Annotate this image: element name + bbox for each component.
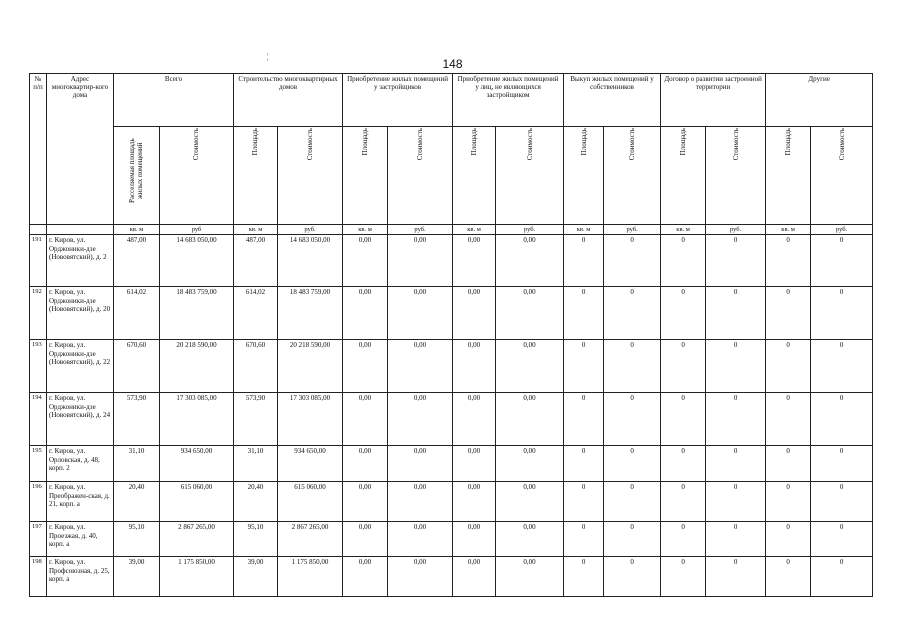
table-row	[30, 340, 873, 393]
header-number: № п/п	[30, 74, 47, 225]
row-value: 0	[706, 235, 766, 287]
row-value: 0,00	[343, 446, 388, 482]
row-value: 0	[766, 235, 811, 287]
unit-rub: руб.	[706, 225, 766, 235]
row-value: 0	[604, 235, 661, 287]
row-value: 17 303 085,00	[278, 393, 343, 446]
row-value: 0	[766, 557, 811, 597]
row-value: 2 867 265,00	[160, 522, 234, 557]
row-value: 0,00	[388, 522, 453, 557]
row-value: 0,00	[388, 446, 453, 482]
row-value: 0	[706, 557, 766, 597]
header-non-developers-cost: Стоимость	[496, 127, 564, 225]
unit-rub: руб.	[388, 225, 453, 235]
row-value: 0	[811, 557, 873, 597]
row-address: г. Киров, ул. Орджоники-дзе (Нововятский), д. 22	[47, 340, 114, 393]
row-value: 0,00	[343, 557, 388, 597]
row-value: 0	[766, 482, 811, 522]
unit-area: кв. м	[564, 225, 604, 235]
row-number: 197	[30, 522, 47, 557]
unit-area: кв. м	[234, 225, 278, 235]
header-group-buyout: Выкуп жилых помещений у собственников	[564, 74, 661, 127]
table-row	[30, 446, 873, 482]
row-value: 0,00	[343, 393, 388, 446]
row-value: 0,00	[496, 482, 564, 522]
row-value: 18 483 759,00	[160, 287, 234, 340]
row-value: 0,00	[343, 522, 388, 557]
row-value: 487,00	[114, 235, 160, 287]
row-value: 0	[564, 522, 604, 557]
row-value: 39,00	[114, 557, 160, 597]
row-value: 0,00	[453, 557, 496, 597]
row-value: 31,10	[234, 446, 278, 482]
row-value: 0	[604, 482, 661, 522]
row-value: 614,02	[114, 287, 160, 340]
row-number: 198	[30, 557, 47, 597]
row-value: 0,00	[343, 235, 388, 287]
unit-rub: руб.	[604, 225, 661, 235]
header-buyout-area: Площадь	[564, 127, 604, 225]
row-value: 0	[661, 340, 706, 393]
row-number: 192	[30, 287, 47, 340]
row-value: 0,00	[343, 482, 388, 522]
row-value: 31,10	[114, 446, 160, 482]
row-value: 0	[766, 340, 811, 393]
row-value: 0,00	[496, 340, 564, 393]
row-value: 0	[604, 340, 661, 393]
row-address: г. Киров, ул. Орджоники-дзе (Нововятский), д. 20	[47, 287, 114, 340]
header-group-developers: Приобретение жилых помещений у застройщиков	[343, 74, 453, 127]
row-value: 0	[706, 340, 766, 393]
header-total-cost: Стоимость	[160, 127, 234, 225]
row-value: 0,00	[388, 287, 453, 340]
header-non-developers-area: Площадь	[453, 127, 496, 225]
row-value: 0,00	[496, 522, 564, 557]
row-value: 0	[766, 446, 811, 482]
header-address: Адрес многоквартир-кого дома	[47, 74, 114, 225]
row-value: 0	[564, 235, 604, 287]
row-value: 0,00	[453, 340, 496, 393]
unit-area: кв. м	[661, 225, 706, 235]
row-value: 0,00	[388, 557, 453, 597]
row-address: г. Киров, ул. Преображен-ская, д. 21, корп. а	[47, 482, 114, 522]
row-value: 0,00	[453, 482, 496, 522]
row-value: 0,00	[388, 482, 453, 522]
unit-blank	[47, 225, 114, 235]
row-value: 2 867 265,00	[278, 522, 343, 557]
row-value: 0	[706, 287, 766, 340]
row-value: 0,00	[496, 235, 564, 287]
row-value: 615 060,00	[160, 482, 234, 522]
row-value: 0	[564, 393, 604, 446]
row-value: 20 218 590,00	[278, 340, 343, 393]
row-number: 193	[30, 340, 47, 393]
table-row	[30, 287, 873, 340]
row-value: 615 060,00	[278, 482, 343, 522]
table-row	[30, 235, 873, 287]
row-value: 20,40	[234, 482, 278, 522]
row-value: 0	[661, 393, 706, 446]
row-value: 934 650,00	[160, 446, 234, 482]
row-value: 0	[661, 557, 706, 597]
table-row	[30, 482, 873, 522]
row-value: 0	[811, 522, 873, 557]
row-value: 0	[811, 235, 873, 287]
row-value: 614,02	[234, 287, 278, 340]
row-value: 0	[766, 287, 811, 340]
row-value: 0	[706, 446, 766, 482]
row-value: 14 683 050,00	[160, 235, 234, 287]
row-value: 670,60	[234, 340, 278, 393]
row-value: 573,90	[234, 393, 278, 446]
row-address: г. Киров, ул. Проезжая, д. 40, корп. а	[47, 522, 114, 557]
row-value: 0	[604, 522, 661, 557]
row-value: 0	[564, 446, 604, 482]
unit-area: кв. м	[453, 225, 496, 235]
header-group-non-developers: Приобретение жилых помещений у лиц, не являющихся застройщиком	[453, 74, 564, 127]
row-value: 1 175 850,00	[160, 557, 234, 597]
row-value: 573,90	[114, 393, 160, 446]
row-value: 0	[604, 446, 661, 482]
table-row	[30, 393, 873, 446]
row-address: г. Киров, ул. Орловская, д. 48, корп. 2	[47, 446, 114, 482]
row-value: 14 683 050,00	[278, 235, 343, 287]
row-value: 0,00	[453, 446, 496, 482]
unit-rub: руб.	[278, 225, 343, 235]
row-address: г. Киров, ул. Орджоники-дзе (Нововятский), д. 2	[47, 235, 114, 287]
row-value: 0	[604, 393, 661, 446]
row-value: 0,00	[343, 340, 388, 393]
header-group-other: Другие	[766, 74, 873, 127]
row-value: 934 650,00	[278, 446, 343, 482]
unit-blank	[30, 225, 47, 235]
row-number: 196	[30, 482, 47, 522]
row-value: 0	[706, 393, 766, 446]
table-body	[30, 235, 873, 597]
table-row	[30, 557, 873, 597]
header-construction-cost: Стоимость	[278, 127, 343, 225]
header-total-area: Расселяемая площадь жилых помещений	[114, 127, 160, 225]
row-number: 191	[30, 235, 47, 287]
unit-area: кв. м	[114, 225, 160, 235]
header-contract-area: Площадь	[661, 127, 706, 225]
row-value: 0	[811, 446, 873, 482]
header-other-area: Площадь	[766, 127, 811, 225]
header-buyout-cost: Стоимость	[604, 127, 661, 225]
row-address: г. Киров, ул. Профсоюзная, д. 25, корп. а	[47, 557, 114, 597]
row-value: 0,00	[388, 235, 453, 287]
row-value: 0,00	[496, 557, 564, 597]
row-value: 0	[811, 340, 873, 393]
header-developers-area: Площадь	[343, 127, 388, 225]
row-value: 0,00	[453, 287, 496, 340]
scan-speck: ¦	[267, 52, 269, 61]
header-contract-cost: Стоимость	[706, 127, 766, 225]
row-value: 0,00	[496, 287, 564, 340]
row-value: 670,60	[114, 340, 160, 393]
row-number: 194	[30, 393, 47, 446]
row-value: 0	[604, 287, 661, 340]
page-number: 148	[442, 57, 463, 71]
row-value: 0,00	[453, 393, 496, 446]
row-value: 0,00	[343, 287, 388, 340]
resettlement-table	[29, 73, 873, 597]
row-value: 0	[604, 557, 661, 597]
row-value: 18 483 759,00	[278, 287, 343, 340]
row-value: 0	[766, 393, 811, 446]
row-value: 0	[706, 522, 766, 557]
row-value: 95,10	[114, 522, 160, 557]
row-value: 0	[564, 482, 604, 522]
row-value: 0,00	[388, 393, 453, 446]
row-value: 20 218 590,00	[160, 340, 234, 393]
row-value: 0	[811, 287, 873, 340]
row-value: 0,00	[388, 340, 453, 393]
header-developers-cost: Стоимость	[388, 127, 453, 225]
row-value: 0,00	[453, 522, 496, 557]
table-row	[30, 522, 873, 557]
row-value: 0	[564, 340, 604, 393]
row-value: 0	[661, 522, 706, 557]
row-value: 0	[706, 482, 766, 522]
unit-rub: руб	[160, 225, 234, 235]
row-value: 95,10	[234, 522, 278, 557]
row-value: 0	[564, 287, 604, 340]
header-group-total: Всего	[114, 74, 234, 127]
row-value: 39,00	[234, 557, 278, 597]
row-value: 0	[661, 446, 706, 482]
row-value: 20,40	[114, 482, 160, 522]
row-address: г. Киров, ул. Орджоники-дзе (Нововятский), д. 24	[47, 393, 114, 446]
row-value: 0	[661, 482, 706, 522]
header-construction-area: Площадь	[234, 127, 278, 225]
row-value: 0	[661, 287, 706, 340]
row-value: 0	[564, 557, 604, 597]
row-value: 0,00	[496, 393, 564, 446]
unit-area: кв. м	[343, 225, 388, 235]
row-value: 0	[811, 393, 873, 446]
header-group-construction: Строительство многоквартирных домов	[234, 74, 343, 127]
row-value: 0	[661, 235, 706, 287]
row-value: 0	[811, 482, 873, 522]
unit-rub: руб.	[811, 225, 873, 235]
row-number: 195	[30, 446, 47, 482]
row-value: 487,00	[234, 235, 278, 287]
unit-rub: руб.	[496, 225, 564, 235]
row-value: 1 175 850,00	[278, 557, 343, 597]
header-other-cost: Стоимость	[811, 127, 873, 225]
row-value: 0,00	[496, 446, 564, 482]
row-value: 0,00	[453, 235, 496, 287]
row-value: 0	[766, 522, 811, 557]
unit-area: кв. м	[766, 225, 811, 235]
row-value: 17 303 085,00	[160, 393, 234, 446]
header-group-development-contract: Договор о развитии застроенной территории	[661, 74, 766, 127]
